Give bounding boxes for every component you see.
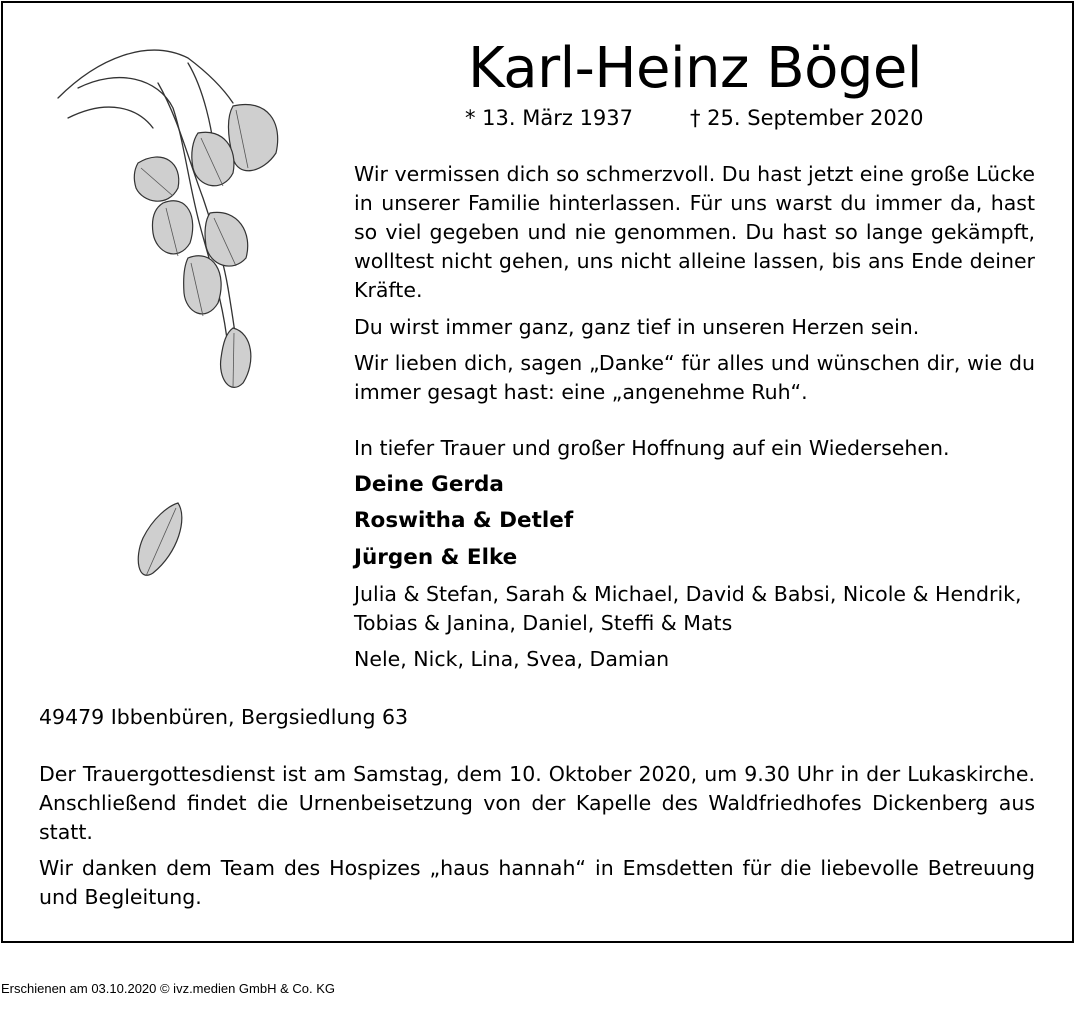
family-member-3: Jürgen & Elke — [354, 545, 518, 570]
message-paragraph-2: Du wirst immer ganz, ganz tief in unseren Herzen sein. — [354, 315, 920, 339]
message-paragraph-1: Wir vermissen dich so schmerzvoll. Du hast jetzt eine große Lücke in unserer Familie hinterlassen. Für uns warst du immer da, hast so viel gegeben und nie genommen. Du hast so lange gekämpft, wolltest nicht gehen, uns nicht alleine lassen, bis ans Ende deiner Kräfte. — [354, 162, 1035, 302]
deceased-name: Karl-Heinz Bögel — [468, 36, 922, 101]
leaves-illustration-icon — [38, 28, 328, 608]
birth-date: * 13. März 1937 — [465, 106, 634, 130]
family-member-1: Deine Gerda — [354, 472, 504, 497]
family-member-2: Roswitha & Detlef — [354, 508, 574, 533]
great-grandchildren: Nele, Nick, Lina, Svea, Damian — [354, 647, 670, 671]
publication-footer: Erschienen am 03.10.2020 © ivz.medien GmbH & Co. KG — [1, 981, 336, 996]
grandchildren: Julia & Stefan, Sarah & Michael, David & Babsi, Nicole & Hendrik, Tobias & Janina, Daniel, Steffi & Mats — [354, 582, 1022, 635]
thanks-info: Wir danken dem Team des Hospizes „haus hannah“ in Emsdetten für die liebevolle Betreuung und Begleitung. — [39, 856, 1035, 909]
address: 49479 Ibbenbüren, Bergsiedlung 63 — [39, 705, 409, 729]
mourning-line: In tiefer Trauer und großer Hoffnung auf ein Wiedersehen. — [354, 436, 950, 460]
service-info: Der Trauergottesdienst ist am Samstag, dem 10. Oktober 2020, um 9.30 Uhr in der Lukaskirche. Anschließend findet die Urnenbeisetzung von der Kapelle des Waldfriedhofes Dickenberg aus statt. — [39, 762, 1035, 844]
message-paragraph-3: Wir lieben dich, sagen „Danke“ für alles und wünschen dir, wie du immer gesagt hast: eine „angenehme Ruh“. — [354, 351, 1035, 404]
death-date: † 25. September 2020 — [690, 106, 924, 130]
